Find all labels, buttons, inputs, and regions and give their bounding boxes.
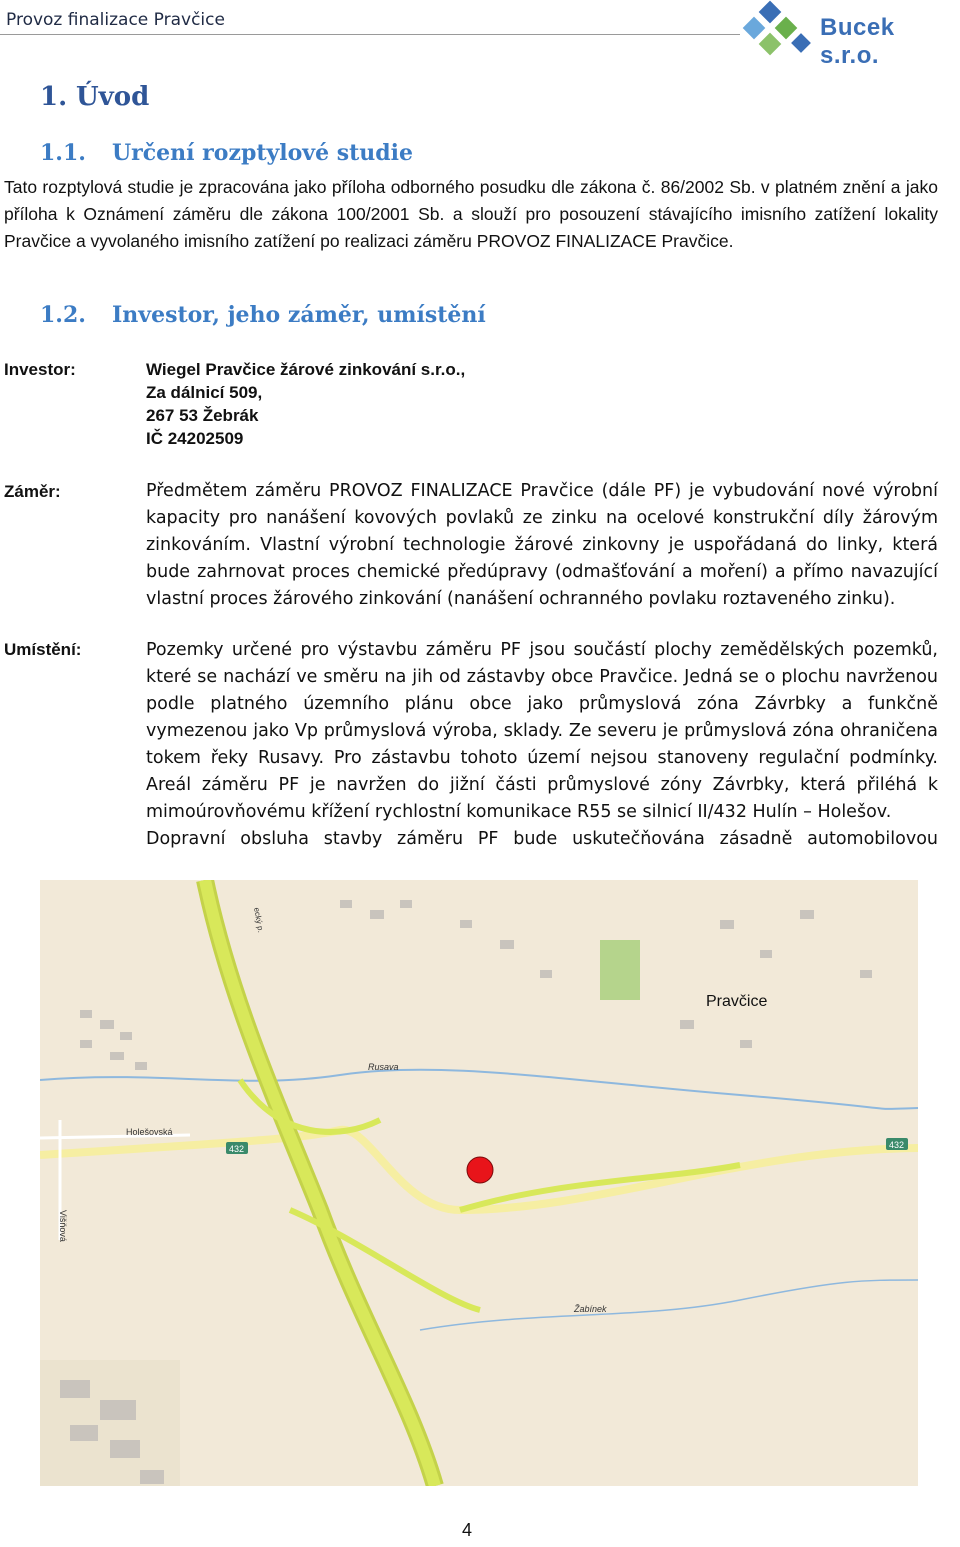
heading-investor bbox=[40, 302, 486, 328]
heading-text: Úvod bbox=[76, 82, 150, 112]
map-field-green bbox=[600, 940, 640, 1000]
header-rule bbox=[0, 34, 740, 35]
intro-paragraph: Tato rozptylová studie je zpracována jako příloha odborného posudku dle zákona č. 86/2002 Sb. v platném znění a jako příloha k Oznámení záměru dle zákona 100/2001 Sb. a slouží pro posouzení stávajícího imisního zatížení lokality Pravčice a vyvolaného imisního zatížení po realizaci záměru PROVOZ FINALIZACE Pravčice. bbox=[4, 177, 938, 251]
company-logo bbox=[738, 0, 960, 69]
page-header bbox=[0, 0, 960, 69]
heading-number: 1.1. bbox=[40, 140, 86, 166]
location-map bbox=[40, 880, 918, 1486]
map-label-town: Pravčice bbox=[706, 993, 768, 1010]
map-label-river: Rusava bbox=[368, 1062, 399, 1072]
investor-city: 267 53 Žebrák bbox=[146, 406, 259, 425]
investor-details bbox=[146, 358, 465, 450]
umisteni-label: Umístění: bbox=[4, 640, 82, 659]
map-industrial-area bbox=[40, 1360, 180, 1486]
zamer-text bbox=[146, 478, 938, 613]
heading-text: Určení rozptylové studie bbox=[112, 140, 414, 166]
heading-urceni bbox=[40, 140, 413, 166]
logo-text: Bucek s.r.o. bbox=[820, 14, 895, 69]
location-marker bbox=[467, 1157, 493, 1183]
map-road-number: 432 bbox=[889, 1140, 905, 1150]
zamer-label: Záměr: bbox=[4, 482, 61, 501]
heading-uvod bbox=[40, 82, 149, 112]
investor-street: Za dálnicí 509, bbox=[146, 383, 263, 402]
umisteni-paragraph-2: Dopravní obsluha stavby záměru PF bude uskutečňována zásadně automobilovou bbox=[146, 829, 938, 849]
page-number: 4 bbox=[462, 1520, 473, 1540]
header-title: Provoz finalizace Pravčice bbox=[6, 10, 225, 30]
investor-label: Investor: bbox=[4, 360, 76, 379]
umisteni-text bbox=[146, 637, 938, 853]
logo-diamond-icon bbox=[738, 0, 818, 56]
zamer-paragraph: Předmětem záměru PROVOZ FINALIZACE Pravčice (dále PF) je vybudování nové výrobní kapacity pro nanášení kovových povlaků ze zinku na ocelové konstrukční díly žárovým zinkováním. Vlastní výrobní technologie žárové zinkovny je uspořádaná do linky, která bude zahrnovat proces chemické předúpravy (odmašťování a moření) a přímo navazující vlastní proces žárového zinkování (nanášení ochranného povlaku roztaveného zinku). bbox=[146, 481, 938, 609]
map-label-street: Višňová bbox=[58, 1210, 68, 1242]
heading-number: 1. bbox=[40, 82, 68, 112]
heading-text: Investor, jeho záměr, umístění bbox=[112, 302, 486, 328]
umisteni-paragraph: Pozemky určené pro výstavbu záměru PF jsou součástí plochy zemědělských pozemků, které se nachází ve směru na jih od zástavby obce Pravčice. Jedná se o plochu navrženou podle platného územního plánu obce jako průmyslová zóna Závrbky a funkčně vymezenou jako Vp průmyslová výroba, sklady. Ze severu je průmyslová zóna ohraničena tokem řeky Rusavy. Pro zástavbu tohoto území nejsou stanoveny regulační podmínky. Areál záměru PF je navržen do jižní části průmyslové zóny Závrbky, která přiléhá k mimoúrovňovému křížení rychlostní komunikace R55 se silnicí II/432 Hulín – Holešov. bbox=[146, 640, 938, 822]
map-label-road-top: ecký p. bbox=[252, 906, 266, 934]
map-label-street: Holešovská bbox=[126, 1127, 173, 1137]
map-label-stream: Žabínek bbox=[574, 1304, 607, 1314]
investor-ic: IČ 24202509 bbox=[146, 429, 244, 448]
map-road-number: 432 bbox=[229, 1144, 245, 1154]
heading-number: 1.2. bbox=[40, 302, 86, 328]
investor-name: Wiegel Pravčice žárové zinkování s.r.o., bbox=[146, 360, 466, 379]
